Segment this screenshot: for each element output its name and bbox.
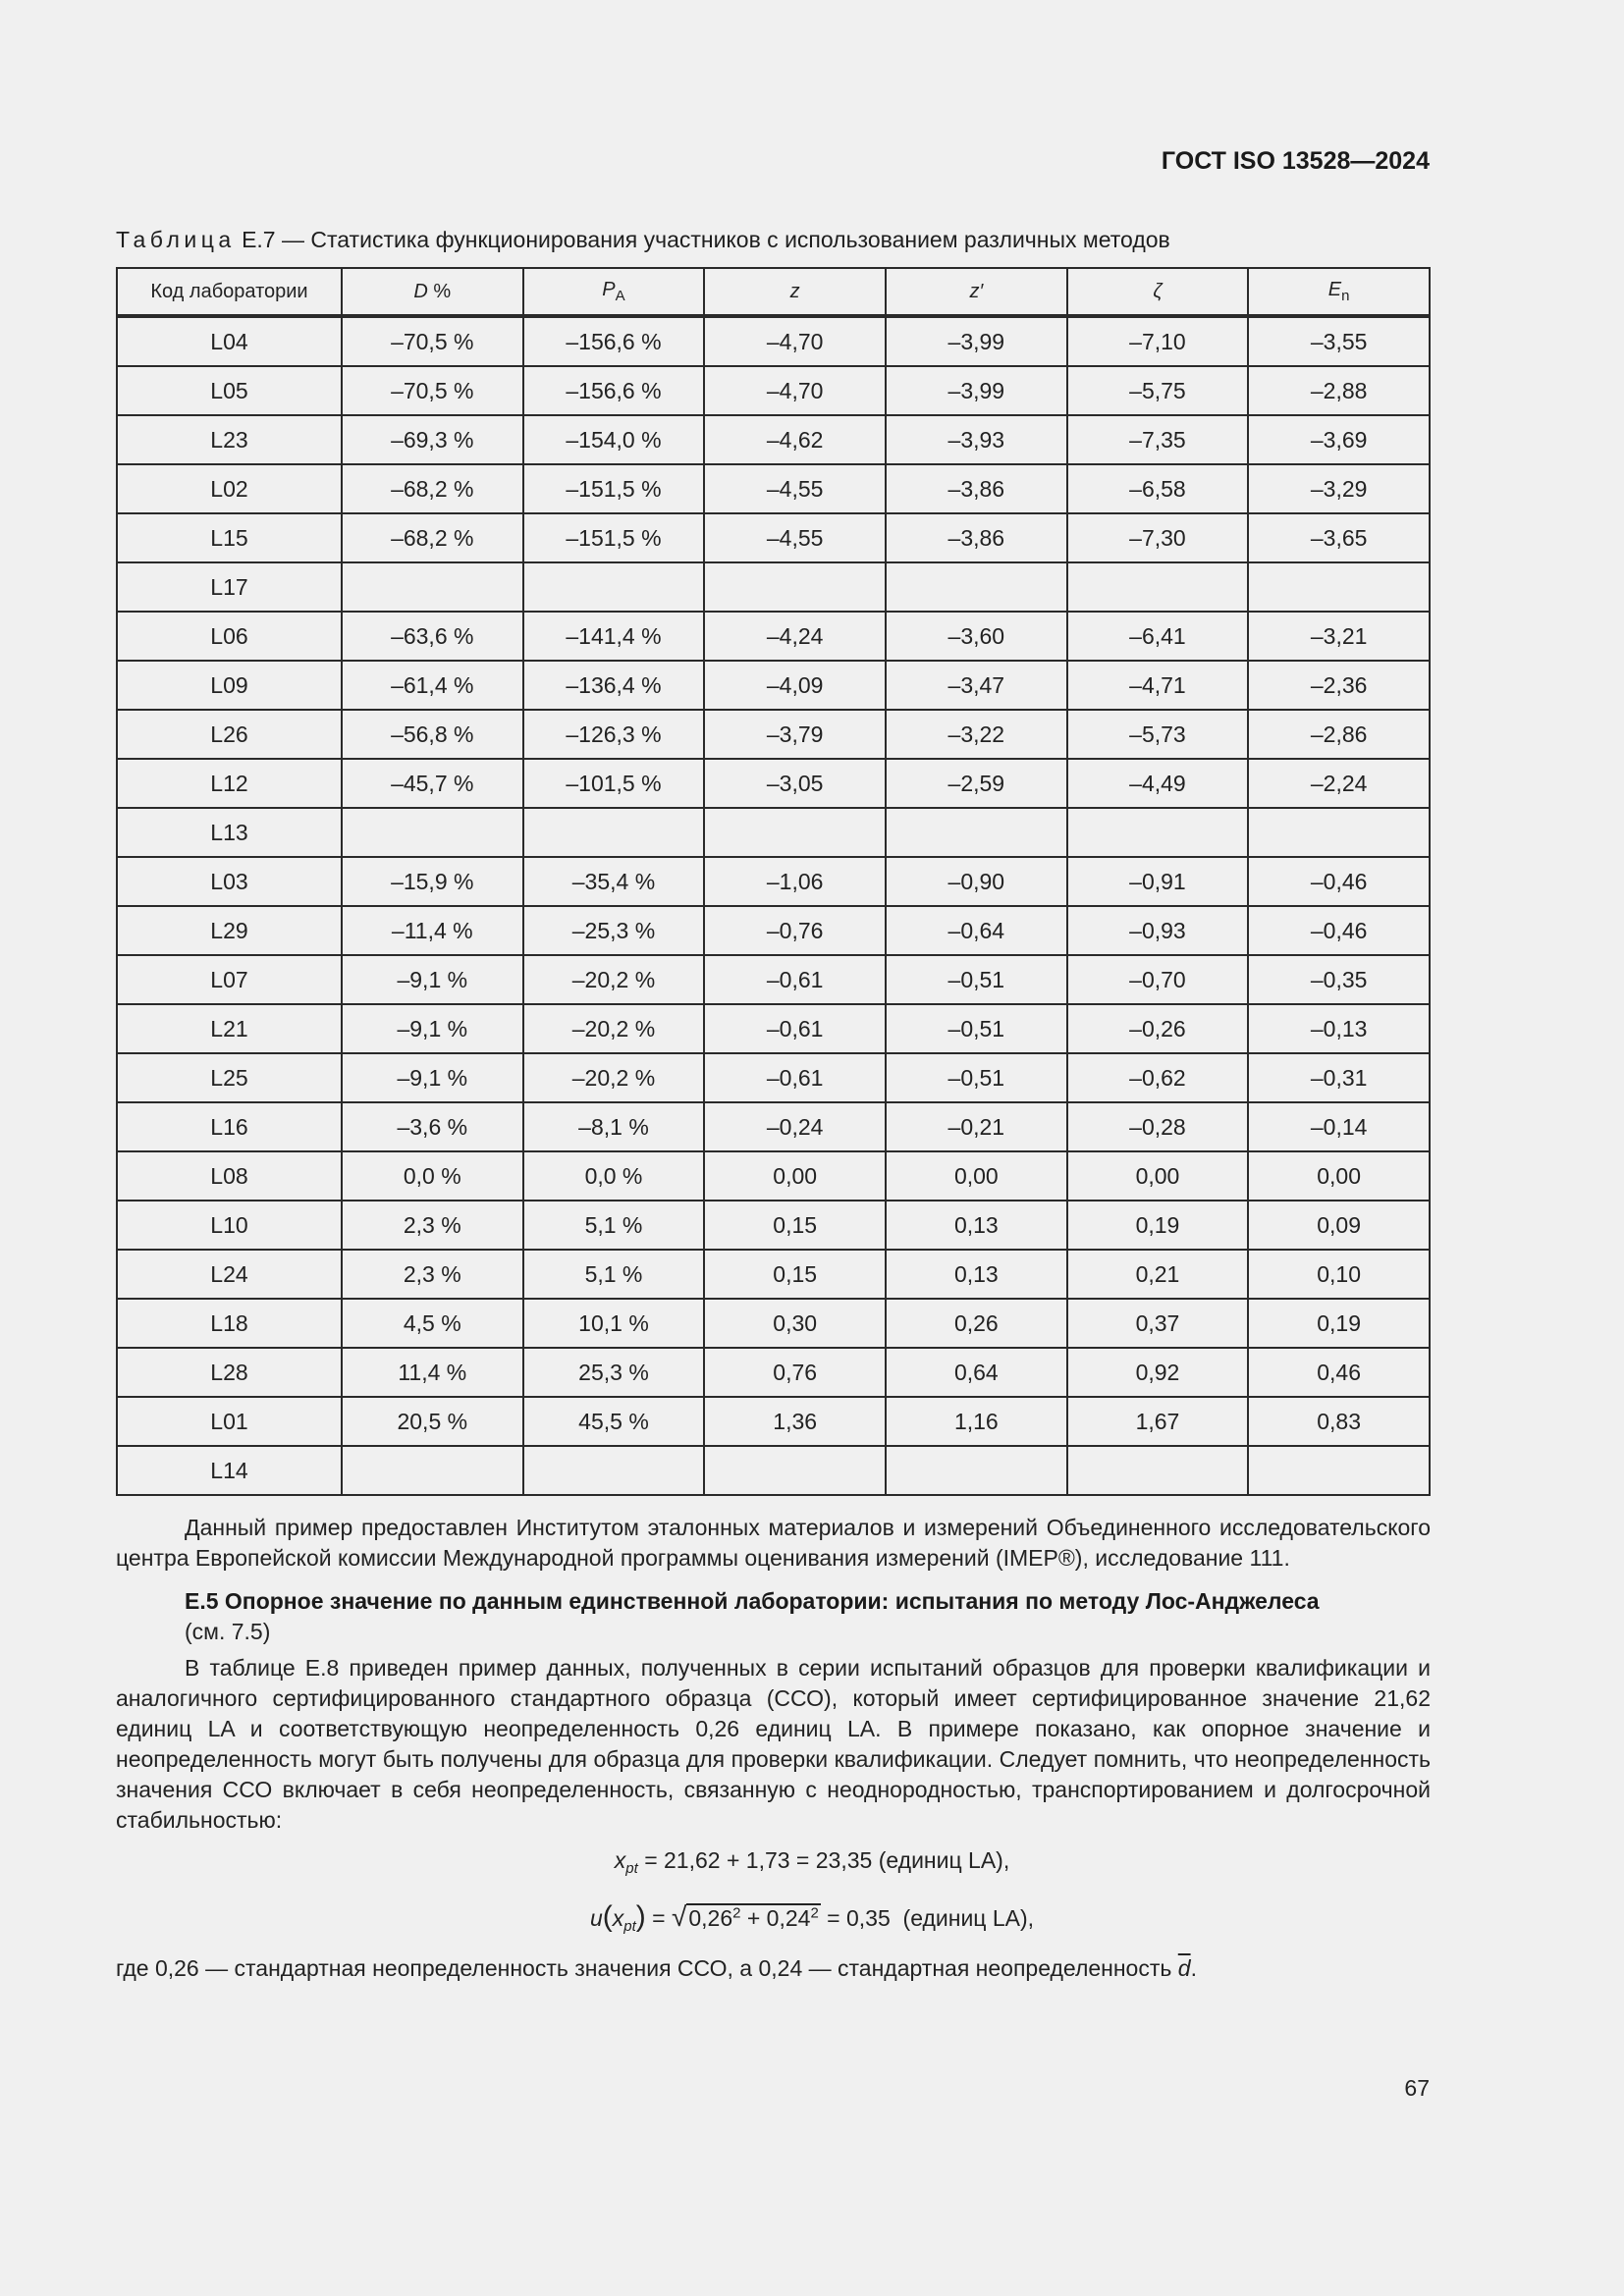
table-caption-number: E.7 (242, 227, 276, 252)
table-cell: –3,47 (886, 661, 1067, 710)
table-cell: L07 (117, 955, 342, 1004)
table-cell: –0,24 (704, 1102, 886, 1151)
table-cell: –4,09 (704, 661, 886, 710)
table-cell (1248, 562, 1430, 612)
table-cell: –6,58 (1067, 464, 1249, 513)
table-cell: –9,1 % (342, 1053, 523, 1102)
table-cell: L18 (117, 1299, 342, 1348)
table-cell: L05 (117, 366, 342, 415)
table-cell: 0,19 (1067, 1201, 1249, 1250)
table-row (117, 464, 1430, 513)
table-cell: –2,59 (886, 759, 1067, 808)
table-cell: –3,22 (886, 710, 1067, 759)
table-cell: 0,37 (1067, 1299, 1249, 1348)
table-cell: L16 (117, 1102, 342, 1151)
table-cell (886, 808, 1067, 857)
table-cell: –63,6 % (342, 612, 523, 661)
table-row (117, 710, 1430, 759)
table-row (117, 955, 1430, 1004)
table-cell: –68,2 % (342, 513, 523, 562)
table-cell: 25,3 % (523, 1348, 705, 1397)
table-cell: –7,35 (1067, 415, 1249, 464)
table-cell: L02 (117, 464, 342, 513)
table-cell: –141,4 % (523, 612, 705, 661)
table-row (117, 1397, 1430, 1446)
table-cell: –3,86 (886, 464, 1067, 513)
table-cell: –11,4 % (342, 906, 523, 955)
closing-paragraph: где 0,26 — стандартная неопределенность значения ССО, а 0,24 — стандартная неопределенность $\overline{d}$. (116, 1955, 1197, 1981)
table-row (117, 906, 1430, 955)
table-cell: –0,21 (886, 1102, 1067, 1151)
table-caption-label: Таблица (116, 227, 236, 252)
table-cell: –2,24 (1248, 759, 1430, 808)
formula-xpt: $x_{pt} = 21,62 + 1,73 = 23,35$ (единиц LA), (614, 1847, 1010, 1877)
table-cell: –2,86 (1248, 710, 1430, 759)
table-cell: –9,1 % (342, 1004, 523, 1053)
table-row (117, 1250, 1430, 1299)
table-cell (523, 808, 705, 857)
table-cell: –0,76 (704, 906, 886, 955)
table-row (117, 1348, 1430, 1397)
table-cell (523, 562, 705, 612)
table-cell: –7,10 (1067, 316, 1249, 366)
table-cell: 20,5 % (342, 1397, 523, 1446)
col-zeta: ζ (1067, 268, 1249, 316)
table-cell: –3,65 (1248, 513, 1430, 562)
section-title: E.5 Опорное значение по данным единственной лаборатории: испытания по методу Лос-Анджелеса (185, 1588, 1320, 1614)
table-cell: 4,5 % (342, 1299, 523, 1348)
table-cell: –3,79 (704, 710, 886, 759)
table-cell: –151,5 % (523, 513, 705, 562)
table-cell: 2,3 % (342, 1250, 523, 1299)
table-cell (886, 562, 1067, 612)
table-cell: –4,49 (1067, 759, 1249, 808)
table-cell: –68,2 % (342, 464, 523, 513)
table-cell: –156,6 % (523, 316, 705, 366)
table-cell (704, 562, 886, 612)
table-cell: –4,70 (704, 366, 886, 415)
col-z: z (704, 268, 886, 316)
body-paragraph: В таблице E.8 приведен пример данных, полученных в серии испытаний образцов для проверки квалификации и аналогичного сертифицированного стандартного образца (ССО), который имеет сертифицированное значение 21,62 единиц LA и соответствующую неопределенность 0,26 единиц LA. В примере показано, как опорное значение и неопределенность могут быть получены для образца для проверки квалификации. Следует помнить, что неопределенность значения ССО включает в себя неопределенность, связанную с неоднородностью, транспортированием и долгосрочной стабильностью: (116, 1655, 1431, 1833)
table-cell: –101,5 % (523, 759, 705, 808)
table-row (117, 1201, 1430, 1250)
table-cell (886, 1446, 1067, 1495)
table-cell: –56,8 % (342, 710, 523, 759)
table-cell: L15 (117, 513, 342, 562)
table-cell: 0,46 (1248, 1348, 1430, 1397)
table-cell: L06 (117, 612, 342, 661)
table-cell: –0,64 (886, 906, 1067, 955)
note-paragraph: Данный пример предоставлен Институтом эталонных материалов и измерений Объединенного исследовательского центра Европейской комиссии Международной программы оценивания измерений (IMEP®), исследование 111. (116, 1515, 1431, 1571)
table-row (117, 513, 1430, 562)
table-caption-text: — Статистика функционирования участников с использованием различных методов (282, 227, 1170, 252)
table-cell: L17 (117, 562, 342, 612)
table-cell: L26 (117, 710, 342, 759)
table-cell: –0,35 (1248, 955, 1430, 1004)
table-cell: –70,5 % (342, 316, 523, 366)
table-cell: –25,3 % (523, 906, 705, 955)
table-cell: L12 (117, 759, 342, 808)
table-cell: –0,28 (1067, 1102, 1249, 1151)
table-cell: L10 (117, 1201, 342, 1250)
table-cell: 1,67 (1067, 1397, 1249, 1446)
table-header-row (117, 268, 1430, 316)
table-cell: –3,6 % (342, 1102, 523, 1151)
table-cell: L04 (117, 316, 342, 366)
table-cell: –3,99 (886, 366, 1067, 415)
table-cell: 5,1 % (523, 1250, 705, 1299)
table-row (117, 1151, 1430, 1201)
table-cell: 10,1 % (523, 1299, 705, 1348)
table-cell: –0,90 (886, 857, 1067, 906)
standard-code: ГОСТ ISO 13528—2024 (1161, 147, 1430, 175)
table-cell: –9,1 % (342, 955, 523, 1004)
table-row (117, 612, 1430, 661)
table-cell: –0,26 (1067, 1004, 1249, 1053)
table-cell: 0,00 (704, 1151, 886, 1201)
table-cell: –0,61 (704, 1053, 886, 1102)
table-cell: –0,51 (886, 1053, 1067, 1102)
table-cell: –4,55 (704, 464, 886, 513)
table-cell: 0,64 (886, 1348, 1067, 1397)
table-cell: –3,05 (704, 759, 886, 808)
table-cell: –126,3 % (523, 710, 705, 759)
table-cell (1067, 808, 1249, 857)
table-cell: 0,0 % (342, 1151, 523, 1201)
table-cell: –0,51 (886, 1004, 1067, 1053)
table-cell: 0,00 (1067, 1151, 1249, 1201)
table-cell: –0,93 (1067, 906, 1249, 955)
table-cell: –0,61 (704, 955, 886, 1004)
table-cell: L29 (117, 906, 342, 955)
table-cell: –69,3 % (342, 415, 523, 464)
table-cell: –5,73 (1067, 710, 1249, 759)
table-row (117, 1102, 1430, 1151)
table-cell: –2,88 (1248, 366, 1430, 415)
table-cell (704, 1446, 886, 1495)
col-z-prime: z′ (886, 268, 1067, 316)
table-cell: 2,3 % (342, 1201, 523, 1250)
table-row (117, 1446, 1430, 1495)
table-cell: L08 (117, 1151, 342, 1201)
table-cell (1248, 808, 1430, 857)
table-cell: –4,24 (704, 612, 886, 661)
sqrt-radicand: 0,26$^2$ + 0,24$^2$ (688, 1904, 819, 1931)
table-cell: –3,55 (1248, 316, 1430, 366)
table-cell (342, 562, 523, 612)
table-cell: L03 (117, 857, 342, 906)
table-cell: –61,4 % (342, 661, 523, 710)
table-row (117, 316, 1430, 366)
table-cell: L23 (117, 415, 342, 464)
formula-uncertainty: $u(x_{pt}) = √0,26^2 + 0,24^2 = 0,35$ (единиц LA), (589, 1900, 1035, 1935)
table-row (117, 1299, 1430, 1348)
table-cell: 0,92 (1067, 1348, 1249, 1397)
table-cell: 0,00 (1248, 1151, 1430, 1201)
table-cell: 0,76 (704, 1348, 886, 1397)
table-cell: –1,06 (704, 857, 886, 906)
col-d-percent: D % (342, 268, 523, 316)
table-cell: 1,36 (704, 1397, 886, 1446)
table-cell: 0,26 (886, 1299, 1067, 1348)
table-cell: –5,75 (1067, 366, 1249, 415)
table-cell: 0,19 (1248, 1299, 1430, 1348)
table-cell: 0,15 (704, 1250, 886, 1299)
d-bar-symbol: $\overline{d}$ (1177, 1955, 1191, 1981)
table-row (117, 366, 1430, 415)
table-cell: –4,71 (1067, 661, 1249, 710)
table-cell: –0,14 (1248, 1102, 1430, 1151)
table-cell: –2,36 (1248, 661, 1430, 710)
table-cell: 11,4 % (342, 1348, 523, 1397)
table-cell: L24 (117, 1250, 342, 1299)
table-cell (523, 1446, 705, 1495)
table-cell: 0,0 % (523, 1151, 705, 1201)
table-cell: –15,9 % (342, 857, 523, 906)
section-ref: (см. 7.5) (185, 1619, 271, 1644)
table-cell: –3,29 (1248, 464, 1430, 513)
table-cell: –20,2 % (523, 1004, 705, 1053)
page-number: 67 (1404, 2075, 1430, 2101)
table-cell: –35,4 % (523, 857, 705, 906)
table-row (117, 661, 1430, 710)
table-cell: –4,55 (704, 513, 886, 562)
table-cell: –3,99 (886, 316, 1067, 366)
table-row (117, 808, 1430, 857)
table-cell: –3,60 (886, 612, 1067, 661)
table-cell: 0,00 (886, 1151, 1067, 1201)
table-cell: 0,09 (1248, 1201, 1430, 1250)
table-cell: –0,51 (886, 955, 1067, 1004)
performance-table (116, 267, 1431, 1496)
table-cell: L21 (117, 1004, 342, 1053)
col-en: $E_n$ (1248, 268, 1430, 316)
table-row (117, 415, 1430, 464)
table-cell (342, 1446, 523, 1495)
table-cell: 0,30 (704, 1299, 886, 1348)
table-cell: –0,31 (1248, 1053, 1430, 1102)
table-cell: –8,1 % (523, 1102, 705, 1151)
table-cell: L13 (117, 808, 342, 857)
table-cell (704, 808, 886, 857)
table-cell: –6,41 (1067, 612, 1249, 661)
table-row (117, 759, 1430, 808)
table-cell: 0,15 (704, 1201, 886, 1250)
table-cell: –70,5 % (342, 366, 523, 415)
table-cell: –0,91 (1067, 857, 1249, 906)
table-cell: –0,62 (1067, 1053, 1249, 1102)
table-cell: –4,62 (704, 415, 886, 464)
table-row (117, 562, 1430, 612)
table-cell: 0,10 (1248, 1250, 1430, 1299)
table-cell: –7,30 (1067, 513, 1249, 562)
table-cell: –3,86 (886, 513, 1067, 562)
table-cell: –20,2 % (523, 1053, 705, 1102)
table-cell: L28 (117, 1348, 342, 1397)
table-cell: –3,69 (1248, 415, 1430, 464)
table-caption (116, 227, 1170, 253)
table-cell: –0,13 (1248, 1004, 1430, 1053)
table-cell: –0,70 (1067, 955, 1249, 1004)
table-cell: –156,6 % (523, 366, 705, 415)
table-cell: –20,2 % (523, 955, 705, 1004)
table-cell: 0,21 (1067, 1250, 1249, 1299)
table-row (117, 1004, 1430, 1053)
table-cell (1067, 562, 1249, 612)
table-cell: 1,16 (886, 1397, 1067, 1446)
table-cell: 0,83 (1248, 1397, 1430, 1446)
table-cell (342, 808, 523, 857)
table-cell: L25 (117, 1053, 342, 1102)
table-cell: –45,7 % (342, 759, 523, 808)
table-cell: 45,5 % (523, 1397, 705, 1446)
table-cell: L14 (117, 1446, 342, 1495)
table-cell: L09 (117, 661, 342, 710)
table-cell: –154,0 % (523, 415, 705, 464)
table-cell: L01 (117, 1397, 342, 1446)
section-heading (185, 1586, 1431, 1647)
table-cell: –4,70 (704, 316, 886, 366)
table-cell (1248, 1446, 1430, 1495)
table-cell: –0,61 (704, 1004, 886, 1053)
table-cell (1067, 1446, 1249, 1495)
table-cell: 5,1 % (523, 1201, 705, 1250)
table-cell: –0,46 (1248, 857, 1430, 906)
col-pa: $P_A$ (523, 268, 705, 316)
table-cell: –136,4 % (523, 661, 705, 710)
table-cell: –3,93 (886, 415, 1067, 464)
table-row (117, 1053, 1430, 1102)
col-lab-code: Код лаборатории (117, 268, 342, 316)
table-cell: 0,13 (886, 1250, 1067, 1299)
table-cell: 0,13 (886, 1201, 1067, 1250)
table-row (117, 857, 1430, 906)
table-cell: –151,5 % (523, 464, 705, 513)
table-cell: –3,21 (1248, 612, 1430, 661)
table-cell: –0,46 (1248, 906, 1430, 955)
